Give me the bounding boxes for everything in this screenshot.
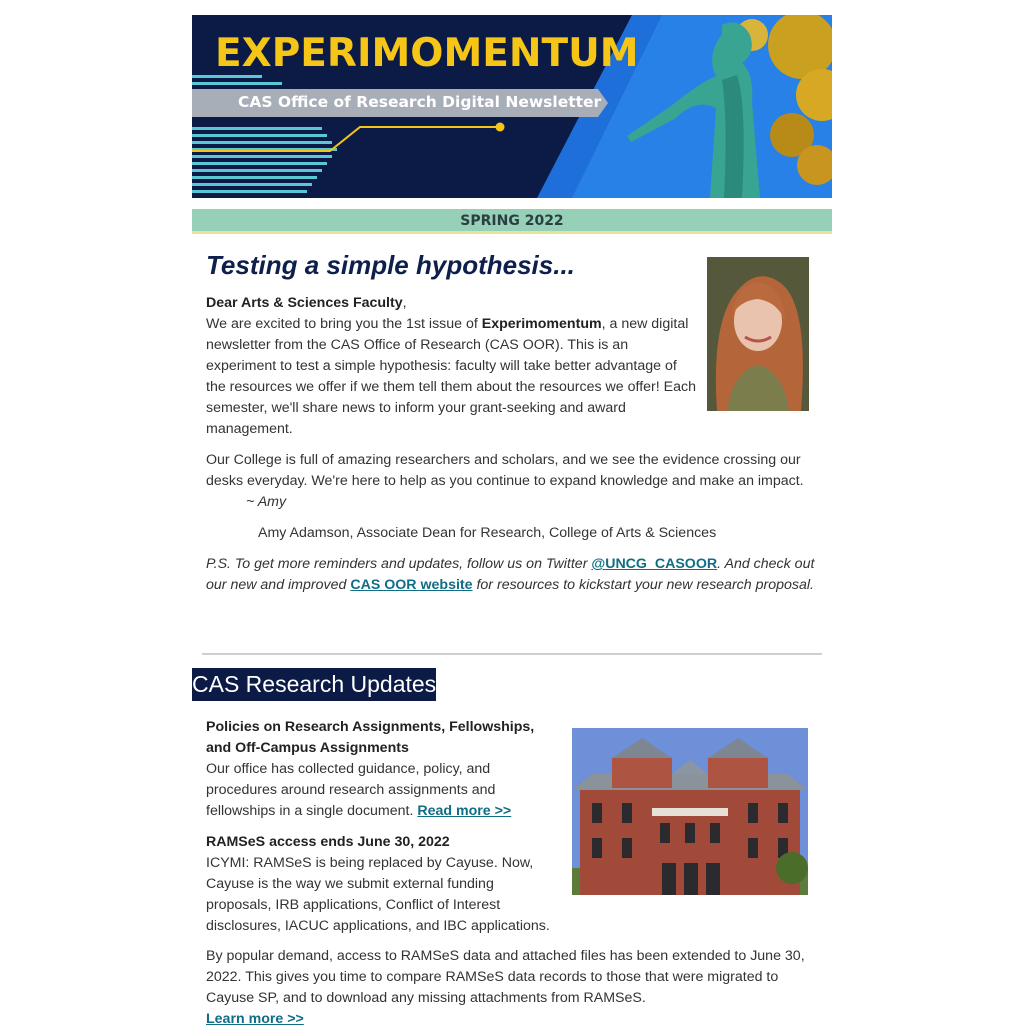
update-title-1: Policies on Research Assignments, Fellowships, and Off-Campus Assignments: [206, 719, 535, 756]
learn-more-link[interactable]: Learn more >>: [206, 1011, 304, 1027]
banner-title: EXPERIMOMENTUM: [215, 31, 639, 76]
twitter-link[interactable]: @UNCG_CASOOR: [591, 556, 718, 572]
website-link[interactable]: CAS OOR website: [350, 577, 473, 593]
banner-subtitle: CAS Office of Research Digital Newsletter: [238, 93, 602, 111]
signature-full: Amy Adamson, Associate Dean for Research, College of Arts & Sciences: [258, 525, 717, 541]
update-body-1: Our office has collected guidance, policy, and procedures around research assignments and fellowships in a single document. Read more >>: [206, 761, 512, 819]
intro-paragraph-2: Our College is full of amazing researchers and scholars, and we see the evidence crossing our desks everyday. We're here to help as you continue to expand knowledge and make an impact.: [206, 452, 804, 489]
author-portrait: [707, 257, 809, 411]
update-body-3: By popular demand, access to RAMSeS data and attached files has been extended to June 30, 2022. This gives you time to compare RAMSeS data records to those that were migrated to Cayuse SP, and to download any missing attachments from RAMSeS. Learn more >>: [206, 948, 805, 1027]
brand-name: Experimomentum: [481, 316, 602, 332]
postscript: P.S. To get more reminders and updates, follow us on Twitter @UNCG_CASOOR. And check out our new and improved CAS OOR website for resources to kickstart your new research proposal.: [206, 556, 815, 593]
section-divider: [202, 653, 822, 655]
intro-paragraph: We are excited to bring you the 1st issue of Experimomentum, a new digital newsletter from the CAS Office of Research (CAS OOR). This is an experiment to test a simple hypothesis: faculty will take better advantage of the resources we offer if we them tell them about the resources we offer! Each semester, we'll share news to inform your grant-seeking and award management.: [206, 316, 696, 437]
intro-heading: Testing a simple hypothesis...: [206, 250, 575, 280]
season-label: SPRING 2022: [192, 209, 832, 234]
signature-short: ~ Amy: [246, 494, 287, 510]
campus-building-photo: [572, 728, 808, 895]
newsletter: [192, 15, 832, 1027]
section-heading: CAS Research Updates: [192, 668, 436, 701]
update-title-2: RAMSeS access ends June 30, 2022: [206, 834, 450, 850]
greeting: Dear Arts & Sciences Faculty,: [206, 295, 407, 311]
read-more-link[interactable]: Read more >>: [417, 803, 512, 819]
newsletter-banner: [192, 15, 832, 198]
update-body-2: ICYMI: RAMSeS is being replaced by Cayuse. Now, Cayuse is the way we submit external funding proposals, IRB applications, Conflict of Interest disclosures, IACUC applications, and IBC applications.: [206, 855, 550, 934]
